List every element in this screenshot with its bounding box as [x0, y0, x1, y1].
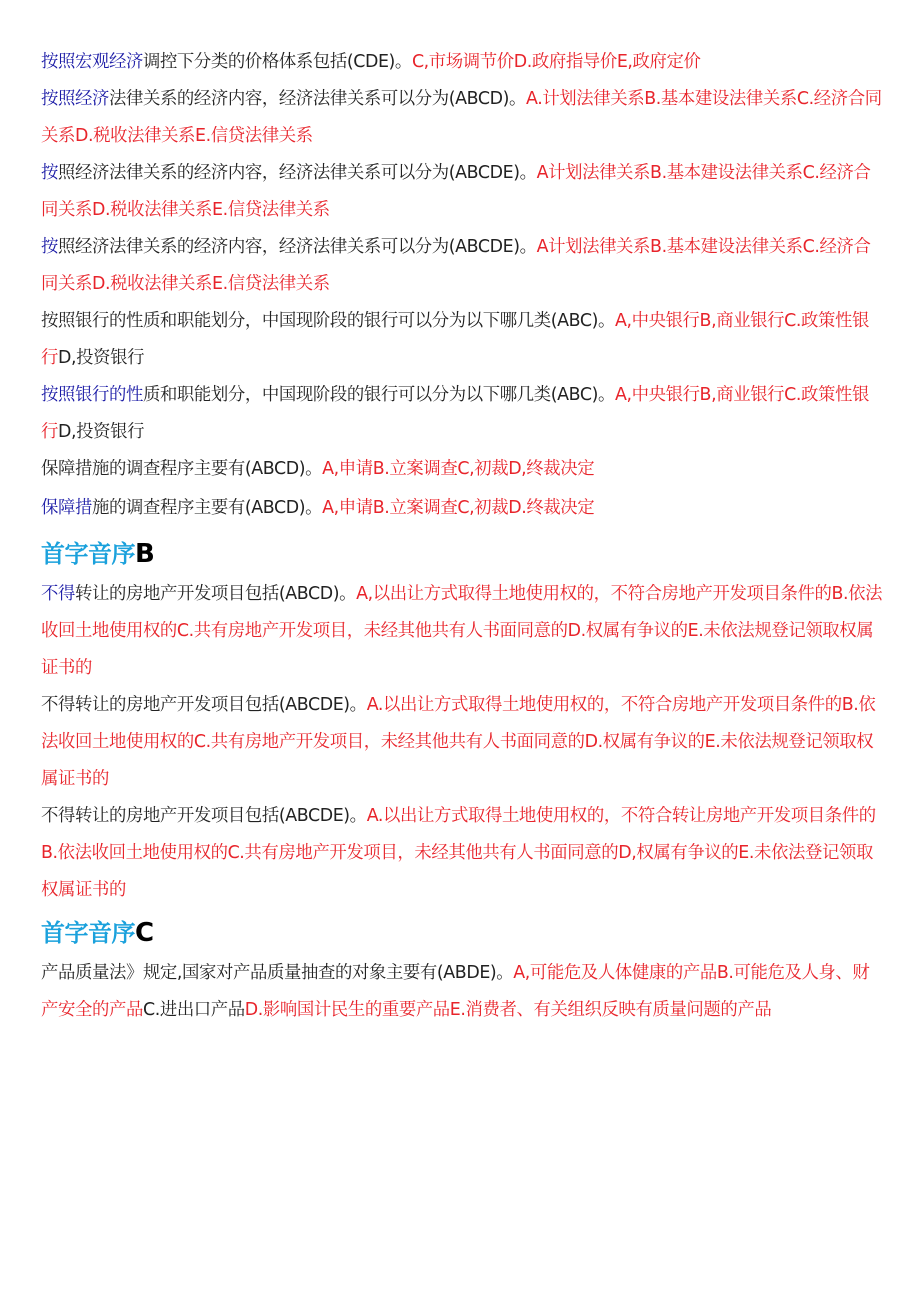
entry-lead: 按 [41, 237, 58, 257]
entry-lead: 不得 [41, 584, 75, 604]
entry-answer: A,可能危及人体健康的产品B.可能危及人身、财产安全的产品 [41, 963, 870, 1020]
qa-entry [41, 490, 883, 527]
entry-lead: 按照宏观经济 [41, 52, 143, 72]
qa-entry [41, 229, 883, 303]
entry-tail: C.进出口产品 [142, 1000, 245, 1020]
entry-lead: 按照银行的性 [41, 385, 143, 405]
entry-question: 照经济法律关系的经济内容，经济法律关系可以分为(ABCDE)。 [58, 237, 537, 257]
entry-answer-cont: D.影响国计民生的重要产品E.消费者、有关组织反映有质量问题的产品 [244, 1000, 772, 1020]
qa-entry [41, 155, 883, 229]
entry-lead: 按 [41, 163, 58, 183]
entry-question: 质和职能划分，中国现阶段的银行可以分为以下哪几类(ABC)。 [142, 385, 615, 405]
section-heading-c [41, 915, 883, 951]
section-heading-b [41, 536, 883, 572]
qa-entry [41, 303, 883, 377]
entry-answer: A,申请B.立案调查C,初裁D.终裁决定 [322, 498, 595, 518]
heading-letter: C [135, 918, 154, 948]
entry-question: 不得转让的房地产开发项目包括(ABCDE)。 [41, 695, 367, 715]
entry-question: 照经济法律关系的经济内容，经济法律关系可以分为(ABCDE)。 [58, 163, 537, 183]
entry-answer: C,市场调节价D.政府指导价E,政府定价 [411, 52, 701, 72]
entry-tail: D,投资银行 [58, 348, 145, 368]
entry-tail: D,投资银行 [58, 422, 145, 442]
entry-question: 法律关系的经济内容，经济法律关系可以分为(ABCD)。 [108, 89, 526, 109]
qa-entry [41, 955, 883, 1029]
entry-question: 不得转让的房地产开发项目包括(ABCDE)。 [41, 806, 367, 826]
qa-entry [41, 576, 883, 687]
entry-question: 产品质量法》规定,国家对产品质量抽查的对象主要有(ABDE)。 [41, 963, 514, 983]
heading-prefix: 首字音序 [41, 540, 135, 568]
entry-answer: A计划法律关系B.基本建设法律关系C.经济合同关系D.税收法律关系E.信贷法律关系 [41, 237, 871, 294]
entry-answer: A.以出让方式取得土地使用权的，不符合房地产开发项目条件的B.依法收回土地使用权的C.共有房地产开发项目，未经其他共有人书面同意的D.权属有争议的E.未依法规登记领取权属证书的 [41, 695, 876, 789]
entry-lead: 保障措 [41, 498, 92, 518]
entry-answer: A计划法律关系B.基本建设法律关系C.经济合同关系D.税收法律关系E.信贷法律关系 [41, 163, 871, 220]
qa-entry [41, 451, 883, 488]
entry-question: 施的调查程序主要有(ABCD)。 [91, 498, 323, 518]
entry-answer: A.以出让方式取得土地使用权的，不符合转让房地产开发项目条件的B.依法收回土地使用权的C.共有房地产开发项目，未经其他共有人书面同意的D,权属有争议的E.未依法登记领取权属证书的 [41, 806, 876, 900]
entry-answer: A,申请B.立案调查C,初裁D,终裁决定 [322, 459, 595, 479]
document-page [41, 44, 883, 1029]
qa-entry [41, 798, 883, 909]
entry-answer: A,中央银行B,商业银行C.政策性银行 [41, 311, 869, 368]
entry-question: 按照银行的性质和职能划分，中国现阶段的银行可以分为以下哪几类(ABC)。 [41, 311, 615, 331]
entry-question: 调控下分类的价格体系包括(CDE)。 [142, 52, 412, 72]
entry-question: 转让的房地产开发项目包括(ABCD)。 [74, 584, 357, 604]
entry-lead: 按照经济 [41, 89, 109, 109]
entry-answer: A.计划法律关系B.基本建设法律关系C.经济合同关系D.税收法律关系E.信贷法律关系 [41, 89, 882, 146]
entry-question: 保障措施的调查程序主要有(ABCD)。 [41, 459, 323, 479]
qa-entry [41, 44, 883, 81]
heading-letter: B [135, 539, 155, 569]
entry-answer: A,中央银行B,商业银行C.政策性银行 [41, 385, 870, 442]
qa-entry [41, 81, 883, 155]
qa-entry [41, 687, 883, 798]
heading-prefix: 首字音序 [41, 919, 135, 947]
entry-answer: A,以出让方式取得土地使用权的，不符合房地产开发项目条件的B.依法收回土地使用权的C.共有房地产开发项目，未经其他共有人书面同意的D.权属有争议的E.未依法规登记领取权属证书的 [41, 584, 883, 678]
qa-entry [41, 377, 883, 451]
